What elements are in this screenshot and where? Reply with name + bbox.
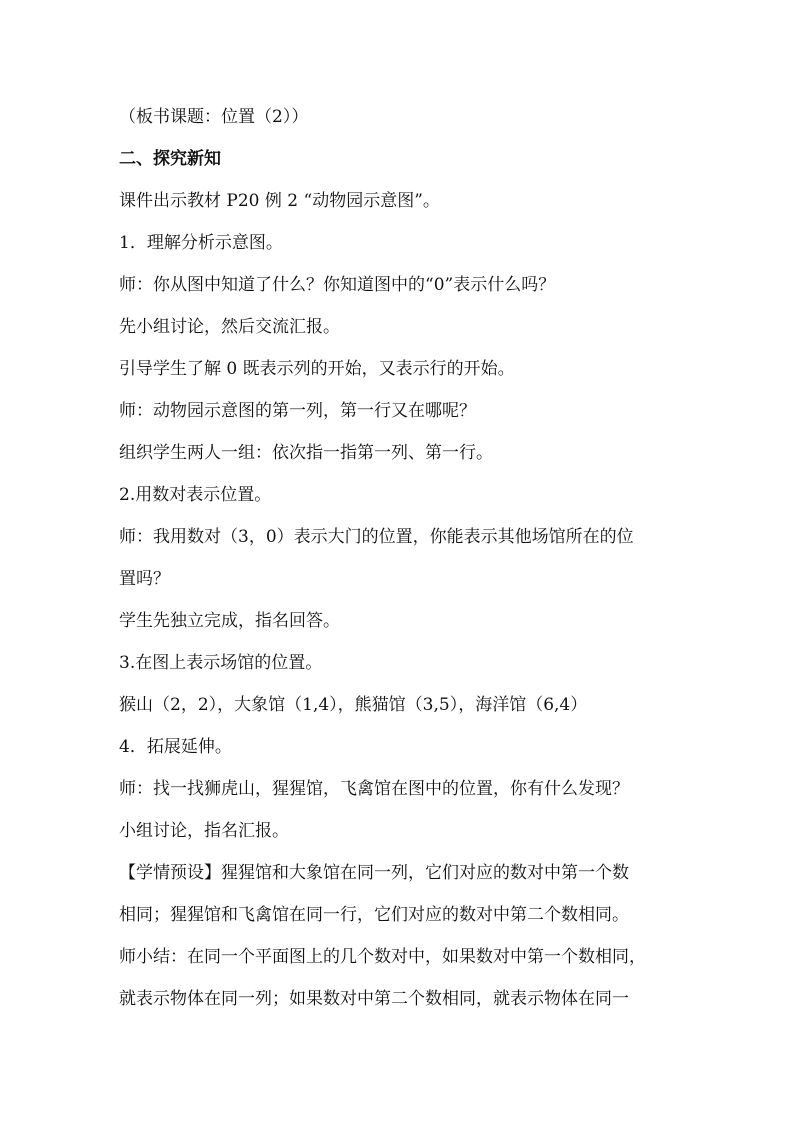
text-line: 就表示物体在同一列；如果数对中第二个数相同，就表示物体在同一 xyxy=(119,989,629,1009)
text-line: 组织学生两人一组：依次指一指第一列、第一行。 xyxy=(119,443,493,463)
text-line: 1．理解分析示意图。 xyxy=(119,233,283,253)
text-line: 相同；猩猩馆和飞禽馆在同一行，它们对应的数对中第二个数相同。 xyxy=(119,905,629,925)
text-line: 猴山（2，2），大象馆（1,4），熊猫馆（3,5），海洋馆（6,4） xyxy=(119,695,588,715)
text-line: 师小结：在同一个平面图上的几个数对中，如果数对中第一个数相同， xyxy=(119,947,646,967)
text-line: 师：我用数对（3，0）表示大门的位置，你能表示其他场馆所在的位 xyxy=(119,527,634,547)
text-line: 2.用数对表示位置。 xyxy=(119,485,272,505)
text-line: 3.在图上表示场馆的位置。 xyxy=(119,653,323,673)
text-line: 小组讨论，指名汇报。 xyxy=(119,821,289,841)
text-line: 4．拓展延伸。 xyxy=(119,737,232,757)
text-line: 学生先独立完成，指名回答。 xyxy=(119,611,340,631)
text-line: 课件出示教材 P20 例 2 “动物园示意图”。 xyxy=(119,191,440,211)
text-line: 师：找一找狮虎山，猩猩馆，飞禽馆在图中的位置，你有什么发现？ xyxy=(119,779,629,799)
text-line: 师：动物园示意图的第一列，第一行又在哪呢？ xyxy=(119,401,476,421)
text-line: 引导学生了解 0 既表示列的开始，又表示行的开始。 xyxy=(119,359,515,379)
text-line: 置吗？ xyxy=(119,569,170,589)
text-line: 师：你从图中知道了什么？你知道图中的“0”表示什么吗？ xyxy=(119,275,556,295)
board-title-line: （板书课题：位置（2）） xyxy=(119,107,309,127)
text-line: 【学情预设】猩猩馆和大象馆在同一列，它们对应的数对中第一个数 xyxy=(119,863,629,883)
section-heading: 二、探究新知 xyxy=(119,149,221,169)
text-line: 先小组讨论，然后交流汇报。 xyxy=(119,317,340,337)
